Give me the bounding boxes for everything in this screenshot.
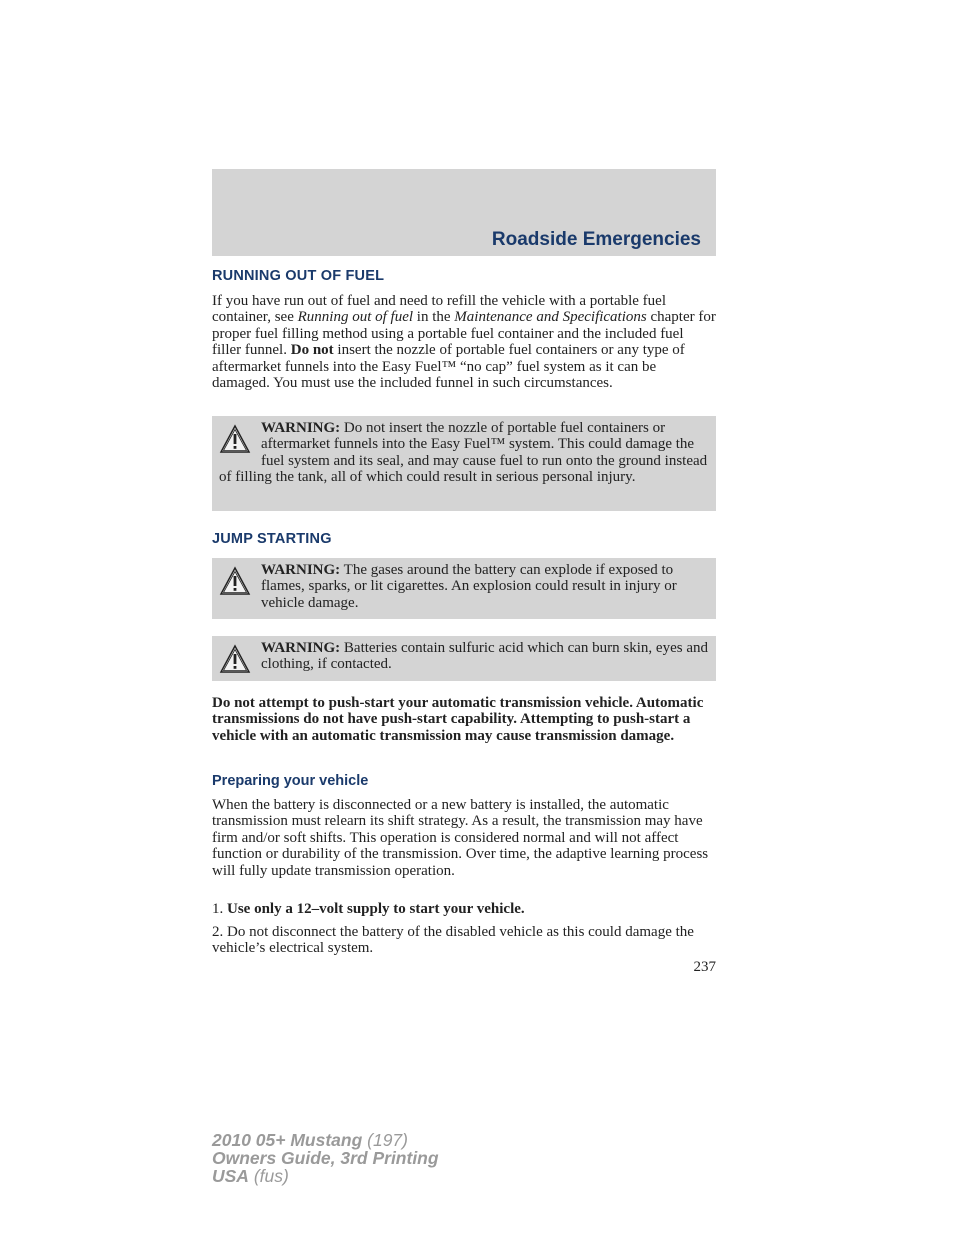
preparing-vehicle-paragraph: When the battery is disconnected or a new battery is installed, the automatic transmission must relearn its shift strategy. As a result, the transmission may have firm and/or soft shifts. This operation is considered normal and will not affect function or durability of the transmission. Over time, the adaptive learning process will fully update transmission operation. bbox=[212, 797, 709, 879]
warning-triangle-icon bbox=[219, 644, 251, 674]
warning-triangle-icon bbox=[219, 424, 251, 454]
step-2: 2. Do not disconnect the battery of the disabled vehicle as this could damage the vehicle’s electrical system. bbox=[212, 924, 694, 957]
section-heading-running-out-of-fuel: RUNNING OUT OF FUEL bbox=[212, 268, 385, 284]
warning-label: WARNING: bbox=[261, 562, 341, 578]
warning-box-fuel: WARNING: Do not insert the nozzle of portable fuel containers or aftermarket funnels into the Easy Fuel™ system. This could damage the fuel system and its seal, and may cause fuel to run onto the ground instead of filling the tank, all of which could result in serious personal injury. bbox=[212, 416, 716, 511]
chapter-header bbox=[212, 169, 716, 256]
step-1: 1. Use only a 12–volt supply to start your vehicle. bbox=[212, 901, 525, 917]
section-heading-jump-starting: JUMP STARTING bbox=[212, 531, 332, 547]
running-out-of-fuel-paragraph: If you have run out of fuel and need to refill the vehicle with a portable fuel container, see Running out of fuel in the Maintenance and Specifications chapter for proper fuel filling method using a portable fuel container and the included fuel filler funnel. Do not insert the nozzle of portable fuel containers or any type of aftermarket funnels into the Easy Fuel™ “no cap” fuel system as it can be damaged. You must use the included funnel in such circumstances. bbox=[212, 293, 716, 392]
warning-label: WARNING: bbox=[261, 640, 341, 656]
subheading-preparing-vehicle: Preparing your vehicle bbox=[212, 773, 369, 789]
warning-triangle-icon bbox=[219, 566, 251, 596]
push-start-caution: Do not attempt to push-start your automatic transmission vehicle. Automatic transmissions do not have push-start capability. Attempting to push-start a vehicle with an automatic transmission may cause transmission damage. bbox=[212, 695, 704, 744]
page-number: 237 bbox=[693, 959, 716, 975]
document-footer: 2010 05+ Mustang (197) Owners Guide, 3rd Printing USA (fus) bbox=[212, 1130, 439, 1186]
warning-label: WARNING: bbox=[261, 420, 341, 436]
warning-box-gases: WARNING: The gases around the battery can explode if exposed to flames, sparks, or lit cigarettes. An explosion could result in injury or vehicle damage. bbox=[212, 558, 716, 619]
chapter-title: Roadside Emergencies bbox=[491, 229, 701, 250]
warning-box-acid: WARNING: Batteries contain sulfuric acid which can burn skin, eyes and clothing, if contacted. bbox=[212, 636, 716, 681]
